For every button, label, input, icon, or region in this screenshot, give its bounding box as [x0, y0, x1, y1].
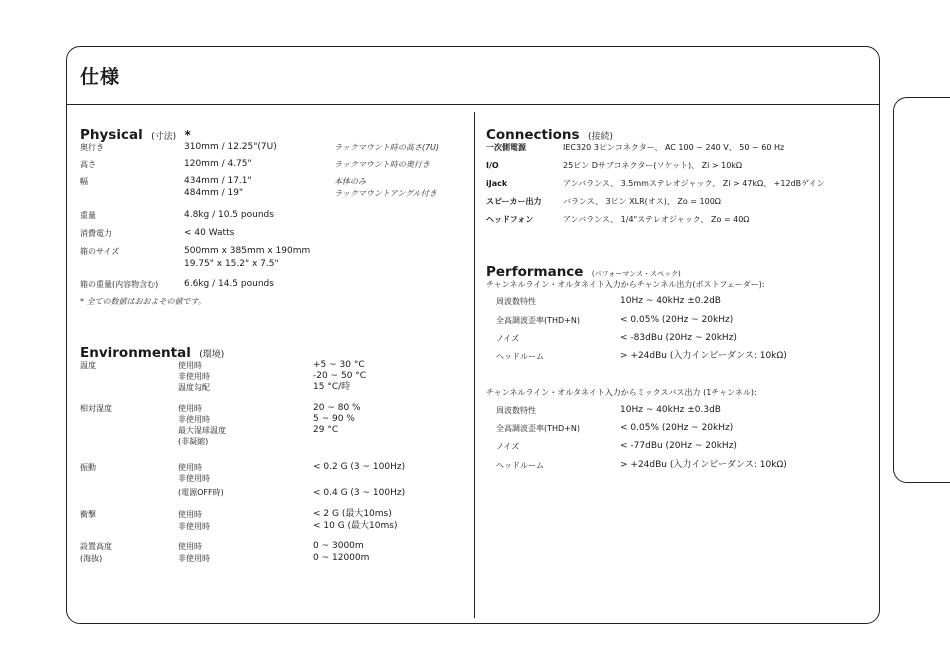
title-divider — [66, 104, 880, 105]
physical-note: ラックマウント時の高さ(7U) — [334, 143, 440, 152]
physical-label: 箱の重量(内容物含む) — [80, 280, 159, 289]
env-value: < 10 G (最大10ms) — [313, 521, 398, 531]
env-value: 15 °C/時 — [313, 382, 351, 392]
env-value: 29 °C — [313, 425, 339, 435]
connection-label: 一次側電源 — [486, 143, 526, 152]
env-value: < 0.2 G (3 ~ 100Hz) — [313, 462, 406, 472]
performance-value: > +24dBu (入力インピーダンス: 10kΩ) — [620, 460, 787, 470]
physical-label: 箱のサイズ — [80, 247, 120, 256]
performance-value: > +24dBu (入力インピーダンス: 10kΩ) — [620, 351, 787, 361]
env-label: (海抜) — [80, 554, 103, 563]
performance-label: 周波数特性 — [496, 297, 536, 306]
physical-note: 本体のみ — [334, 177, 366, 186]
connections-title-jp: (接続) — [587, 132, 613, 142]
env-condition: (電源OFF時) — [178, 488, 224, 497]
env-condition: 使用時 — [178, 542, 202, 551]
physical-footnote: * 全ての数値はおおよその値です。 — [80, 297, 206, 306]
physical-value: 310mm / 12.25"(7U) — [184, 142, 277, 152]
performance-title-jp: (パフォーマンス・スペック) — [591, 270, 681, 278]
connection-label: ヘッドフォン — [486, 215, 534, 224]
env-condition: 非使用時 — [178, 474, 210, 483]
env-label: 温度 — [80, 361, 96, 370]
env-value: 0 ~ 3000m — [313, 541, 364, 551]
physical-value: 120mm / 4.75" — [184, 159, 252, 169]
performance-section-title — [486, 254, 681, 282]
env-condition: 非使用時 — [178, 372, 210, 381]
performance-group-heading: チャンネルライン・オルタネイト入力からチャンネル出力(ポストフェーダー): — [486, 280, 765, 289]
env-value: < 2 G (最大10ms) — [313, 509, 392, 519]
performance-value: < 0.05% (20Hz ~ 20kHz) — [620, 423, 734, 433]
performance-title-en: Performance — [486, 264, 584, 280]
env-condition: 非使用時 — [178, 522, 210, 531]
environmental-title-en: Environmental — [80, 345, 191, 361]
connections-title-en: Connections — [486, 127, 580, 143]
env-value: +5 ~ 30 °C — [313, 360, 365, 370]
env-condition: 非使用時 — [178, 415, 210, 424]
env-value: 5 ~ 90 % — [313, 414, 355, 424]
physical-label: 消費電力 — [80, 229, 112, 238]
physical-value: < 40 Watts — [184, 228, 235, 238]
env-condition: 最大湿球温度 — [178, 426, 226, 435]
env-condition: 温度勾配 — [178, 383, 210, 392]
performance-label: ノイズ — [496, 442, 520, 451]
performance-value: < -77dBu (20Hz ~ 20kHz) — [620, 441, 737, 451]
env-value: 0 ~ 12000m — [313, 553, 370, 563]
physical-value: 500mm x 385mm x 190mm — [184, 246, 311, 256]
physical-label: 重量 — [80, 211, 96, 220]
connection-value: アンバランス、 3.5mmステレオジャック、 Zi > 47kΩ、 +12dBゲイン — [563, 179, 825, 188]
connection-value: バランス、 3ピン XLR(オス)、 Zo = 100Ω — [563, 197, 721, 206]
env-condition: 使用時 — [178, 463, 202, 472]
performance-value: 10Hz ~ 40kHz ±0.2dB — [620, 296, 721, 306]
physical-value: 19.75" x 15.2" x 7.5" — [184, 259, 279, 269]
performance-value: < 0.05% (20Hz ~ 20kHz) — [620, 315, 734, 325]
connection-label: I/O — [486, 161, 499, 170]
performance-label: ヘッドルーム — [496, 352, 544, 361]
env-value: < 0.4 G (3 ~ 100Hz) — [313, 488, 406, 498]
physical-value: 484mm / 19" — [184, 188, 244, 198]
env-label: 設置高度 — [80, 542, 112, 551]
physical-note: ラックマウント時の奥行き — [334, 160, 430, 169]
env-condition: 使用時 — [178, 361, 202, 370]
performance-label: 全高調波歪率(THD+N) — [496, 424, 580, 433]
performance-group-heading: チャンネルライン・オルタネイト入力からミックスバス出力 (1チャンネル): — [486, 388, 757, 397]
connection-value: IEC320 3ピンコネクター、 AC 100 ~ 240 V、 50 ~ 60 Hz — [563, 143, 785, 152]
environmental-section-title — [80, 335, 224, 363]
physical-label: 幅 — [80, 177, 88, 186]
physical-value: 4.8kg / 10.5 pounds — [184, 210, 274, 220]
env-condition: 非使用時 — [178, 554, 210, 563]
env-condition: 使用時 — [178, 404, 202, 413]
connection-value: 25ピン Dサブコネクター(ソケット)、 Zi > 10kΩ — [563, 161, 743, 170]
connection-value: アンバランス、 1/4"ステレオジャック、 Zo = 40Ω — [563, 215, 750, 224]
performance-value: 10Hz ~ 40kHz ±0.3dB — [620, 405, 721, 415]
physical-note: ラックマウントアングル付き — [334, 189, 437, 198]
physical-title-star: * — [184, 128, 191, 142]
physical-title-en: Physical — [80, 127, 143, 143]
physical-label: 奥行き — [80, 143, 104, 152]
performance-value: < -83dBu (20Hz ~ 20kHz) — [620, 333, 737, 343]
side-tab — [893, 97, 950, 483]
performance-label: ヘッドルーム — [496, 461, 544, 470]
physical-value: 434mm / 17.1" — [184, 176, 252, 186]
physical-title-jp: (寸法) — [151, 132, 177, 142]
performance-label: 周波数特性 — [496, 406, 536, 415]
connections-section-title — [486, 117, 613, 145]
env-label: 衝撃 — [80, 510, 96, 519]
env-label: 相対湿度 — [80, 404, 112, 413]
env-label: 振動 — [80, 463, 96, 472]
performance-label: 全高調波歪率(THD+N) — [496, 316, 580, 325]
environmental-title-jp: (環境) — [199, 350, 225, 360]
connection-label: スピーカー出力 — [486, 197, 542, 206]
physical-section-title — [80, 117, 191, 145]
env-value: -20 ~ 50 °C — [313, 371, 367, 381]
column-divider — [474, 112, 475, 618]
env-condition: (非凝縮) — [178, 437, 209, 446]
env-value: 20 ~ 80 % — [313, 403, 361, 413]
physical-value: 6.6kg / 14.5 pounds — [184, 279, 274, 289]
page-title: 仕様 — [80, 66, 121, 88]
performance-label: ノイズ — [496, 334, 520, 343]
env-condition: 使用時 — [178, 510, 202, 519]
connection-label: iJack — [486, 179, 508, 188]
physical-label: 高さ — [80, 160, 96, 169]
